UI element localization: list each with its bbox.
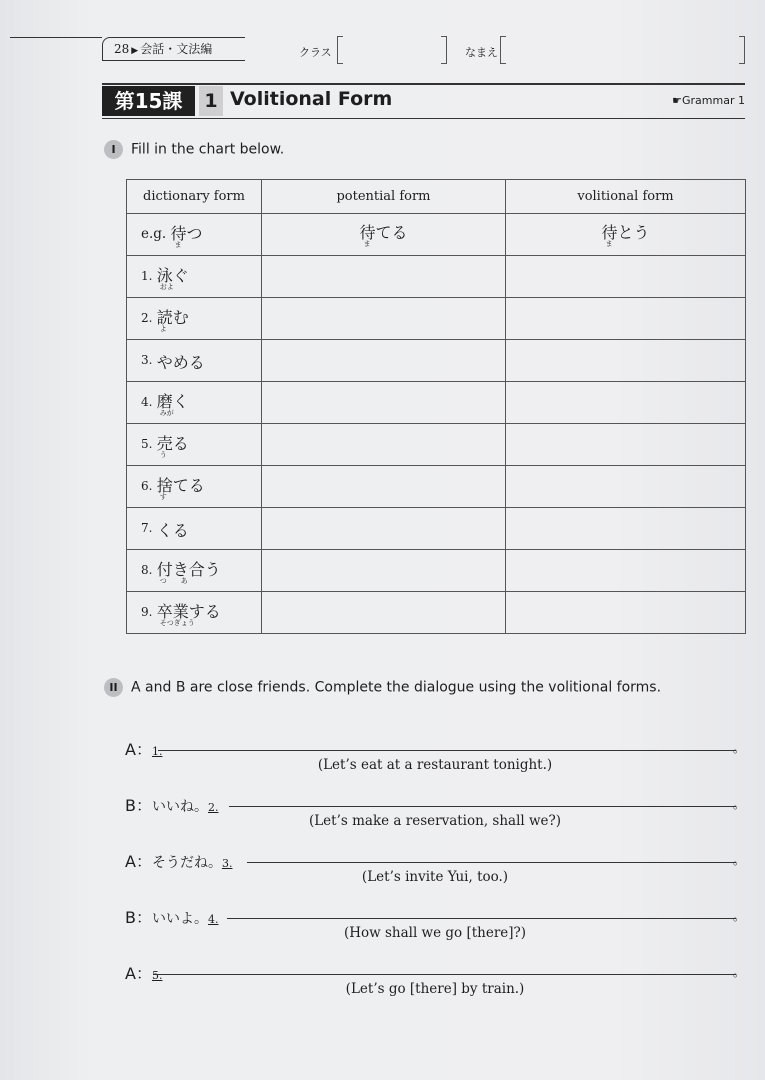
chart-header-row [127, 180, 746, 214]
chart-row [127, 382, 746, 424]
section-number: 1 [199, 86, 223, 116]
blank-number: 3. [221, 857, 233, 870]
chart-row [127, 550, 746, 592]
example-potential-furigana: ま [363, 239, 371, 248]
header-tab-line [10, 37, 102, 38]
volitional-answer-cell[interactable] [506, 382, 746, 424]
english-hint: (Let’s invite Yui, too.) [361, 869, 509, 885]
dictionary-cell [127, 298, 262, 340]
blank-number: 5. [151, 969, 163, 982]
dictionary-word: 捨てる [156, 475, 205, 495]
potential-answer-cell[interactable] [262, 424, 506, 466]
dictionary-cell [127, 382, 262, 424]
dictionary-word: やめる [156, 353, 205, 372]
dictionary-cell [127, 508, 262, 550]
example-dictionary-furigana: ま [174, 240, 182, 249]
blank-number: 1. [151, 745, 163, 758]
example-dictionary-word: 待つ [170, 223, 203, 243]
col-header-dictionary: dictionary form [127, 180, 262, 214]
row-number: 6. [141, 479, 153, 493]
page-number: 28 [114, 42, 130, 56]
potential-answer-cell[interactable] [262, 256, 506, 298]
chart-row [127, 298, 746, 340]
class-field-close [441, 36, 447, 64]
answer-blank[interactable] [229, 806, 736, 807]
book-section: 会話・文法編 [140, 42, 213, 56]
row-number: 1. [141, 269, 153, 283]
example-row [127, 214, 746, 256]
volitional-answer-cell[interactable] [506, 466, 746, 508]
part1-instruction-text: Fill in the chart below. [131, 141, 285, 158]
dictionary-word: 付き合う [156, 559, 221, 579]
dictionary-cell [127, 466, 262, 508]
dictionary-furigana: す [159, 492, 167, 501]
dictionary-word: くる [156, 521, 189, 540]
speaker-label: A： [125, 740, 152, 759]
volitional-answer-cell[interactable] [506, 340, 746, 382]
class-label: クラス [299, 46, 332, 59]
col-header-volitional: volitional form [506, 180, 746, 214]
example-volitional-cell [506, 214, 746, 256]
part2-instruction [104, 678, 661, 697]
dictionary-word: 磨く [156, 391, 189, 411]
english-hint: (Let’s make a reservation, shall we?) [308, 813, 562, 829]
dictionary-cell [127, 340, 262, 382]
volitional-answer-cell[interactable] [506, 424, 746, 466]
conjugation-chart [126, 179, 746, 634]
header-section [114, 40, 212, 57]
blank-number: 2. [207, 801, 219, 814]
answer-blank[interactable] [247, 862, 736, 863]
speaker-label: A： [125, 852, 152, 871]
dictionary-furigana: う [159, 450, 167, 459]
part2-roman-badge: II [104, 678, 123, 697]
english-hint: (Let’s go [there] by train.) [345, 981, 525, 997]
row-number: 5. [141, 437, 153, 451]
row-number: 4. [141, 395, 153, 409]
chart-rows [127, 256, 746, 634]
potential-answer-cell[interactable] [262, 592, 506, 634]
dictionary-cell [127, 424, 262, 466]
english-hint: (Let’s eat at a restaurant tonight.) [317, 757, 553, 773]
chart-row [127, 256, 746, 298]
pointing-hand-icon: ☛ [672, 94, 683, 107]
title-rule-top [102, 83, 745, 85]
potential-answer-cell[interactable] [262, 298, 506, 340]
example-volitional-furigana: ま [605, 239, 613, 248]
potential-answer-cell[interactable] [262, 550, 506, 592]
row-number: 2. [141, 311, 153, 325]
potential-answer-cell[interactable] [262, 466, 506, 508]
line-end-mark: 。 [732, 741, 745, 755]
page-title: Volitional Form [230, 88, 393, 110]
line-end-mark: 。 [732, 965, 745, 979]
potential-answer-cell[interactable] [262, 382, 506, 424]
part1-roman-badge: I [104, 140, 123, 159]
line-end-mark: 。 [732, 909, 745, 923]
line-prefix: そうだね。 [151, 855, 222, 871]
speaker-label: A： [125, 964, 152, 983]
dictionary-furigana: およ [159, 282, 174, 291]
volitional-answer-cell[interactable] [506, 592, 746, 634]
title-rule-bottom [102, 118, 745, 119]
class-field[interactable] [345, 38, 441, 62]
volitional-answer-cell[interactable] [506, 550, 746, 592]
dictionary-furigana: みが [159, 408, 174, 417]
dictionary-word: 泳ぐ [156, 265, 189, 285]
dictionary-furigana: つ あ [159, 576, 188, 585]
row-number: 9. [141, 605, 153, 619]
dictionary-word: 卒業する [156, 601, 221, 621]
dictionary-cell [127, 550, 262, 592]
example-potential-word: 待てる [359, 222, 408, 242]
chart-row [127, 508, 746, 550]
dictionary-cell [127, 592, 262, 634]
dictionary-word: 読む [156, 307, 189, 327]
chart-row [127, 466, 746, 508]
triangle-icon: ▶ [131, 46, 139, 56]
blank-number: 4. [207, 913, 219, 926]
lesson-badge: 第15課 [102, 86, 195, 116]
volitional-answer-cell[interactable] [506, 508, 746, 550]
answer-blank[interactable] [227, 918, 736, 919]
example-label: e.g. [141, 226, 167, 242]
title-bar [102, 83, 745, 119]
dictionary-word: 売る [156, 433, 189, 453]
dictionary-cell [127, 256, 262, 298]
volitional-answer-cell[interactable] [506, 298, 746, 340]
answer-blank[interactable] [158, 750, 736, 751]
example-volitional-word: 待とう [601, 222, 650, 242]
line-end-mark: 。 [732, 797, 745, 811]
answer-blank[interactable] [153, 974, 736, 975]
potential-answer-cell[interactable] [262, 340, 506, 382]
english-hint: (How shall we go [there]?) [343, 925, 527, 941]
line-end-mark: 。 [732, 853, 745, 867]
name-field-close [739, 36, 745, 64]
line-prefix: いいよ。 [151, 911, 208, 927]
chart-row [127, 340, 746, 382]
dictionary-furigana: そつぎょう [159, 618, 195, 627]
col-header-potential: potential form [262, 180, 506, 214]
chart-row [127, 424, 746, 466]
speaker-label: B： [125, 796, 152, 815]
grammar-reference [672, 94, 745, 107]
name-field-open [500, 36, 506, 64]
row-number: 8. [141, 563, 153, 577]
name-label: なまえ [465, 46, 498, 59]
volitional-answer-cell[interactable] [506, 256, 746, 298]
grammar-reference-label: Grammar 1 [682, 94, 745, 107]
row-number: 3. [141, 353, 153, 367]
name-field[interactable] [508, 38, 738, 62]
part2-instruction-text: A and B are close friends. Complete the dialogue using the volitional forms. [131, 679, 662, 696]
dictionary-furigana: よ [159, 324, 167, 333]
part1-instruction [104, 140, 284, 159]
class-field-open [337, 36, 343, 64]
potential-answer-cell[interactable] [262, 508, 506, 550]
speaker-label: B： [125, 908, 152, 927]
row-number: 7. [141, 521, 153, 535]
example-dictionary-cell [127, 214, 262, 256]
line-prefix: いいね。 [151, 799, 208, 815]
example-potential-cell [262, 214, 506, 256]
chart-row [127, 592, 746, 634]
